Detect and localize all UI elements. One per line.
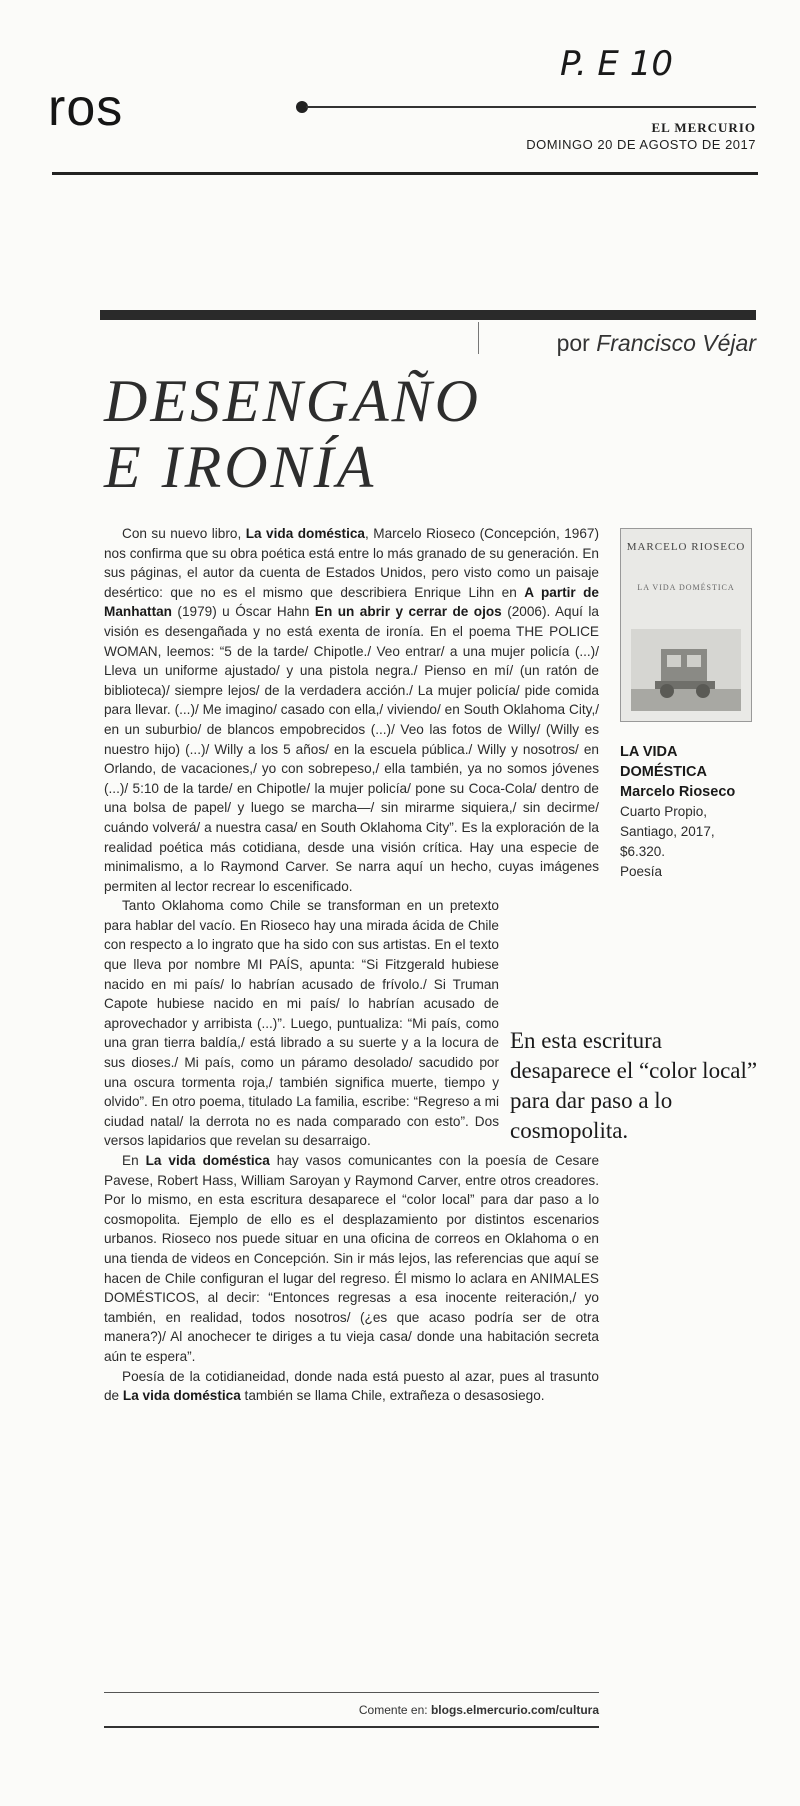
book-cover-image <box>620 528 752 722</box>
text-run: (2006). Aquí la visión es desengañada y no está exenta de ironía. En el poema THE POLICE WOMAN, leemos: “5 de la tarde/ Chipotle./ Veo entrar/ a una mujer policía (...)/ Lleva un uniforme ajustado/ y una pistola negra./ Pienso en mí/ (un ratón de biblioteca)/ siempre lejos/ de la verdadera acción./ La mujer policía/ pide comida para llevar. (...)/ Me imagino/ casado con ella,/ viviendo/ en South Oklahoma City,/ en un suburbio/ de blancos empobrecidos (...)/ Veo las fotos de Willy/ (Willy es nuestro hijo) (...)/ Willy a los 5 años/ en la escuela pública./ Willy y nosotros/ en Orlando, de vacaciones,/ yo con sobrepeso,/ ella también, ya no somos jóvenes (...)/ 5:10 de la tarde/ en Chipotle/ la mujer policía/ pone su Coca-Cola/ dentro de una bolsa de papel/ y luego se marcha—/ sin mirarme siquiera,/ sin decirme/ cuándo volverá/ a nuestra casa/ en South Oklahoma City”. Es la exploración de la realidad poética más cotidiana, desde una visión crítica. Hay una especie de minimalismo, a lo Raymond Carver. Se narra aquí un hecho, cuyas imágenes permiten al lector recrear lo escenificado. <box>104 604 599 894</box>
paragraph-3 <box>104 1151 599 1367</box>
cover-photo <box>631 629 741 711</box>
book-author: Marcelo Rioseco <box>620 784 736 800</box>
footer-prefix: Comente en: <box>358 1703 428 1717</box>
footer-url: blogs.elmercurio.com/cultura <box>430 1703 599 1717</box>
cover-title: LA VIDA DOMÉSTICA <box>637 583 735 592</box>
paragraph-2: Tanto Oklahoma como Chile se transforman en un pretexto para hablar del vacío. En Rioseco hay una mirada ácida de Chile con respecto a lo ingrato que ha sido con sus artistas. En el texto que lleva por nombre MI PAÍS, apunta: “Si Fitzgerald hubiese nacido en mi país/ lo habrían acusado de frívolo./ Si Truman Capote hubiese nacido en mi país/ lo habrían acusado de aprovechador y arribista (...)”. Luego, puntualiza: “Mi país, como una gran tierra baldía,/ está librado a su suerte y a la locura de sus dioses./ Mi país, como un páramo desolado/ sacudido por una oscura tormenta roja,/ también significa muerte, tiempo y olvido”. En otro poema, titulado La familia, escribe: “Regreso a mi ciudad natal/ la derrota no es nada comparado con esto”. Dos versos lapidarios que revelan su desarraigo. <box>104 898 499 1149</box>
book-publisher: Cuarto Propio, <box>620 804 708 819</box>
paragraph-1 <box>104 524 599 896</box>
cover-author: MARCELO RIOSECO <box>626 541 746 553</box>
header-line <box>306 106 756 108</box>
book-title-ref: En un abrir y cerrar de ojos <box>314 604 502 620</box>
byline-separator <box>478 322 479 354</box>
byline <box>522 330 756 357</box>
book-title-ref: La vida doméstica <box>245 526 365 541</box>
text-run: Poesía de la cotidianeidad, donde nada está puesto al azar, pues al trasunto de <box>104 1368 599 1404</box>
book-info <box>620 742 760 882</box>
book-price: $6.320. <box>620 844 666 859</box>
section-title: ros <box>48 79 124 137</box>
footer-divider-bottom <box>104 1726 599 1728</box>
text-run: Con su nuevo libro, <box>122 526 246 541</box>
newspaper-name: EL MERCURIO <box>651 120 756 135</box>
article-top-bar <box>100 310 756 320</box>
header-divider <box>52 172 758 175</box>
handwritten-page-note: P. E 10 <box>560 44 673 84</box>
book-title-ref: La vida doméstica <box>145 1153 270 1168</box>
footer-divider <box>104 1692 599 1693</box>
article-body <box>104 524 599 1406</box>
text-run: también se llama Chile, extrañeza o desasosiego. <box>240 1388 545 1404</box>
paragraph-4 <box>104 1367 599 1406</box>
text-run: En <box>122 1153 146 1168</box>
text-run: hay vasos comunicantes con la poesía de Cesare Pavese, Robert Hass, William Saroyan y Raymond Carver, entre otros creadores. Por lo mismo, en esta escritura desaparece el “color local” para dar paso a lo cosmopolita. Ejemplo de ello es el desplazamiento por distintos escenarios urbanos. Rioseco nos puede situar en una oficina de correos en Oklahoma o en una tienda de videos en Concepción. Sin ir más lejos, las referencias que aquí se hacen de Chile configuran el lugar del regreso. Él mismo lo aclara en ANIMALES DOMÉSTICOS, al decir: “Entonces regresas a esa inocente reiteración,/ yo también, en realidad, todos nosotros/ (¿es que acaso podría ser de otra manera?)/ Al anochecer te diriges a tu vieja casa/ donde una habitación secreta aún te espera”. <box>104 1153 600 1364</box>
book-title-ref: La vida doméstica <box>122 1388 241 1404</box>
text-run: , Marcelo Rioseco (Concepción, 1967) nos confirma que su obra poética está entre lo más granado de su generación. En sus páginas, el autor da cuenta de Estados Unidos, pero visto como un paisaje desértico: que no es el mismo que describiera Enrique Lihn en <box>104 526 599 600</box>
headline-line-2: E IRONÍA <box>104 434 377 500</box>
book-place-year: Santiago, 2017, <box>620 824 715 839</box>
footer-comment <box>104 1703 599 1717</box>
headline-line-1: DESENGAÑO <box>104 368 481 434</box>
headline <box>104 368 564 500</box>
book-title: LA VIDA DOMÉSTICA <box>620 744 707 780</box>
book-title-ref: A partir de Manhattan <box>104 584 599 620</box>
publication-date: DOMINGO 20 DE AGOSTO DE 2017 <box>526 137 756 152</box>
pull-quote: En esta escritura desaparece el “color local” para dar paso a lo cosmopolita. <box>510 1028 758 1143</box>
text-run: (1979) u Óscar Hahn <box>171 604 315 620</box>
byline-prefix: por <box>556 330 590 356</box>
byline-author: Francisco Véjar <box>596 330 756 356</box>
book-genre: Poesía <box>620 864 663 879</box>
